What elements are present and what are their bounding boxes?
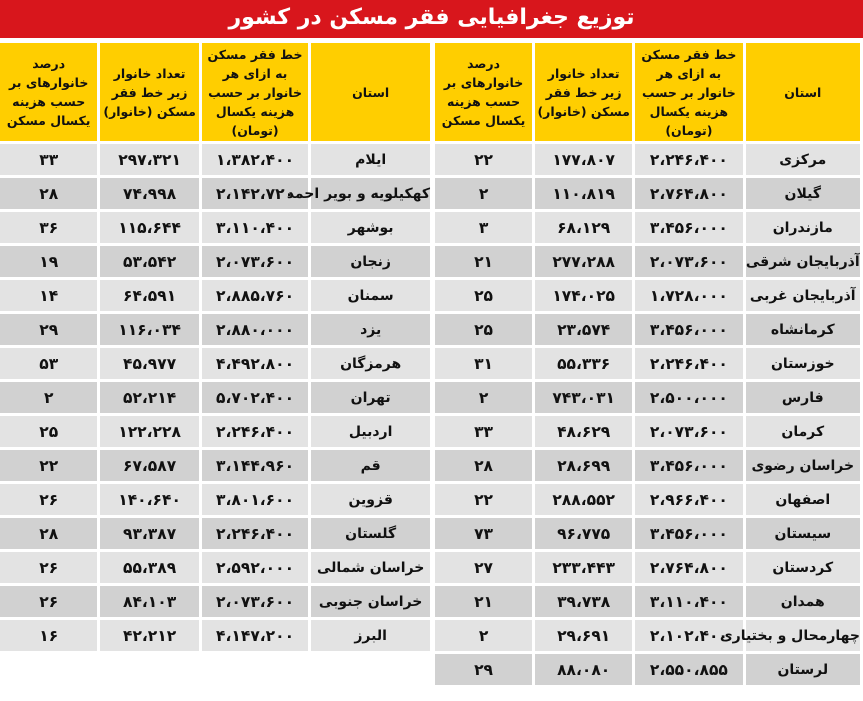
cell-percent: ۲۱ xyxy=(435,246,532,277)
cell-province: گیلان xyxy=(746,178,860,209)
cell-province: کرمان xyxy=(746,416,860,447)
cell-poverty-line: ۲،۲۴۶،۴۰۰ xyxy=(635,144,742,175)
table-row xyxy=(0,552,430,583)
cell-poverty-line: ۳،۴۵۶،۰۰۰ xyxy=(635,450,742,481)
cell-poverty-line: ۴،۴۹۲،۸۰۰ xyxy=(202,348,309,379)
cell-households: ۶۴،۵۹۱ xyxy=(100,280,198,311)
header-poverty-line: خط فقر مسکن به ازای هر خانوار بر حسب هزینه یکسال (تومان) xyxy=(635,43,742,141)
cell-percent: ۷۳ xyxy=(435,518,532,549)
cell-households: ۲۳،۵۷۴ xyxy=(535,314,632,345)
cell-households: ۲۹،۶۹۱ xyxy=(535,620,632,651)
left-table-body xyxy=(0,144,430,651)
cell-households: ۸۴،۱۰۳ xyxy=(100,586,198,617)
table-row xyxy=(0,348,430,379)
cell-poverty-line: ۲،۱۰۲،۴۰۰ xyxy=(635,620,742,651)
cell-percent: ۲۹ xyxy=(0,314,97,345)
cell-poverty-line: ۳،۱۱۰،۴۰۰ xyxy=(202,212,309,243)
cell-percent: ۲۶ xyxy=(0,586,97,617)
cell-households: ۵۵،۳۸۹ xyxy=(100,552,198,583)
cell-province: لرستان xyxy=(746,654,860,685)
cell-poverty-line: ۲،۷۶۴،۸۰۰ xyxy=(635,178,742,209)
cell-province: آذربایجان غربی xyxy=(746,280,860,311)
cell-poverty-line: ۲،۰۷۳،۶۰۰ xyxy=(635,416,742,447)
cell-percent: ۲ xyxy=(435,382,532,413)
cell-province: سمنان xyxy=(311,280,430,311)
cell-poverty-line: ۲،۰۷۳،۶۰۰ xyxy=(635,246,742,277)
table-row xyxy=(435,246,860,277)
table-row xyxy=(435,280,860,311)
cell-province: اردبیل xyxy=(311,416,430,447)
table-header-row xyxy=(435,43,860,141)
cell-province: مرکزی xyxy=(746,144,860,175)
cell-poverty-line: ۲،۸۸۵،۷۶۰ xyxy=(202,280,309,311)
cell-households: ۲۸۸،۵۵۲ xyxy=(535,484,632,515)
cell-households: ۴۲،۲۱۲ xyxy=(100,620,198,651)
cell-percent: ۲۵ xyxy=(435,314,532,345)
cell-households: ۷۴،۹۹۸ xyxy=(100,178,198,209)
header-province: استان xyxy=(746,43,860,141)
cell-poverty-line: ۳،۸۰۱،۶۰۰ xyxy=(202,484,309,515)
cell-households: ۲۹۷،۳۲۱ xyxy=(100,144,198,175)
table-row xyxy=(0,450,430,481)
cell-percent: ۲۵ xyxy=(435,280,532,311)
table-row xyxy=(435,416,860,447)
cell-percent: ۲۲ xyxy=(435,484,532,515)
cell-percent: ۳۶ xyxy=(0,212,97,243)
cell-percent: ۳ xyxy=(435,212,532,243)
table-row xyxy=(0,518,430,549)
cell-province: بوشهر xyxy=(311,212,430,243)
cell-province: تهران xyxy=(311,382,430,413)
cell-province: سیستان xyxy=(746,518,860,549)
cell-province: کرمانشاه xyxy=(746,314,860,345)
cell-province: خراسان جنوبی xyxy=(311,586,430,617)
cell-poverty-line: ۲،۲۴۶،۴۰۰ xyxy=(202,416,309,447)
cell-province: خراسان رضوی xyxy=(746,450,860,481)
cell-households: ۲۷۷،۲۸۸ xyxy=(535,246,632,277)
cell-poverty-line: ۲،۷۶۴،۸۰۰ xyxy=(635,552,742,583)
cell-percent: ۲۲ xyxy=(435,144,532,175)
cell-households: ۵۲،۲۱۴ xyxy=(100,382,198,413)
cell-province: ایلام xyxy=(311,144,430,175)
table-row xyxy=(0,586,430,617)
table-row xyxy=(435,348,860,379)
cell-province: البرز xyxy=(311,620,430,651)
cell-poverty-line: ۲،۰۷۳،۶۰۰ xyxy=(202,586,309,617)
cell-households: ۸۸،۰۸۰ xyxy=(535,654,632,685)
table-row xyxy=(0,246,430,277)
left-table xyxy=(0,40,433,654)
header-households: تعداد خانوار زیر خط فقر مسکن (خانوار) xyxy=(100,43,198,141)
cell-households: ۲۸،۶۹۹ xyxy=(535,450,632,481)
cell-poverty-line: ۱،۷۲۸،۰۰۰ xyxy=(635,280,742,311)
table-row xyxy=(0,178,430,209)
table-row xyxy=(435,450,860,481)
cell-households: ۹۳،۳۸۷ xyxy=(100,518,198,549)
table-row xyxy=(435,178,860,209)
cell-households: ۴۸،۶۲۹ xyxy=(535,416,632,447)
cell-households: ۱۷۷،۸۰۷ xyxy=(535,144,632,175)
right-table-body xyxy=(435,144,860,685)
cell-poverty-line: ۲،۵۹۲،۰۰۰ xyxy=(202,552,309,583)
table-row xyxy=(0,416,430,447)
table-row xyxy=(0,620,430,651)
cell-households: ۲۳۳،۴۴۳ xyxy=(535,552,632,583)
cell-percent: ۲۸ xyxy=(435,450,532,481)
table-row xyxy=(435,654,860,685)
cell-province: زنجان xyxy=(311,246,430,277)
cell-province: هرمزگان xyxy=(311,348,430,379)
cell-households: ۱۲۲،۲۲۸ xyxy=(100,416,198,447)
table-row xyxy=(0,212,430,243)
cell-province: کردستان xyxy=(746,552,860,583)
cell-percent: ۳۳ xyxy=(435,416,532,447)
cell-households: ۱۱۰،۸۱۹ xyxy=(535,178,632,209)
cell-poverty-line: ۲،۵۰۰،۰۰۰ xyxy=(635,382,742,413)
cell-poverty-line: ۳،۱۴۴،۹۶۰ xyxy=(202,450,309,481)
table-row xyxy=(435,620,860,651)
cell-households: ۵۵،۳۳۶ xyxy=(535,348,632,379)
header-percent: درصد خانوارهای بر حسب هزینه یکسال مسکن xyxy=(435,43,532,141)
table-row xyxy=(435,586,860,617)
cell-percent: ۵۳ xyxy=(0,348,97,379)
cell-poverty-line: ۲،۰۷۳،۶۰۰ xyxy=(202,246,309,277)
cell-percent: ۲ xyxy=(435,178,532,209)
table-header-row xyxy=(0,43,430,141)
cell-households: ۹۶،۷۷۵ xyxy=(535,518,632,549)
header-poverty-line: خط فقر مسکن به ازای هر خانوار بر حسب هزینه یکسال (تومان) xyxy=(202,43,309,141)
cell-percent: ۲۸ xyxy=(0,518,97,549)
cell-province: چهارمحال و بختیاری xyxy=(746,620,860,651)
cell-poverty-line: ۲،۵۵۰،۸۵۵ xyxy=(635,654,742,685)
table-row xyxy=(435,552,860,583)
cell-percent: ۲ xyxy=(0,382,97,413)
header-percent: درصد خانوارهای بر حسب هزینه یکسال مسکن xyxy=(0,43,97,141)
cell-households: ۱۱۶،۰۳۴ xyxy=(100,314,198,345)
cell-poverty-line: ۲،۲۴۶،۴۰۰ xyxy=(202,518,309,549)
cell-province: قم xyxy=(311,450,430,481)
cell-percent: ۳۱ xyxy=(435,348,532,379)
cell-households: ۱۴۰،۶۴۰ xyxy=(100,484,198,515)
cell-poverty-line: ۴،۱۴۷،۲۰۰ xyxy=(202,620,309,651)
cell-percent: ۲۱ xyxy=(435,586,532,617)
cell-households: ۴۵،۹۷۷ xyxy=(100,348,198,379)
cell-province: کهکیلویه و بویر احمد xyxy=(311,178,430,209)
cell-province: خوزستان xyxy=(746,348,860,379)
table-row xyxy=(435,484,860,515)
cell-households: ۶۷،۵۸۷ xyxy=(100,450,198,481)
table-row xyxy=(0,314,430,345)
cell-percent: ۲۲ xyxy=(0,450,97,481)
table-row xyxy=(0,144,430,175)
cell-poverty-line: ۵،۷۰۲،۴۰۰ xyxy=(202,382,309,413)
cell-households: ۵۳،۵۴۲ xyxy=(100,246,198,277)
cell-province: مازندران xyxy=(746,212,860,243)
cell-households: ۶۸،۱۲۹ xyxy=(535,212,632,243)
cell-poverty-line: ۲،۱۴۲،۷۲۰ xyxy=(202,178,309,209)
cell-poverty-line: ۱،۳۸۲،۴۰۰ xyxy=(202,144,309,175)
cell-percent: ۲۶ xyxy=(0,484,97,515)
header-households: تعداد خانوار زیر خط فقر مسکن (خانوار) xyxy=(535,43,632,141)
cell-poverty-line: ۲،۲۴۶،۴۰۰ xyxy=(635,348,742,379)
cell-poverty-line: ۳،۱۱۰،۴۰۰ xyxy=(635,586,742,617)
cell-percent: ۲۷ xyxy=(435,552,532,583)
cell-percent: ۱۶ xyxy=(0,620,97,651)
cell-percent: ۲۹ xyxy=(435,654,532,685)
cell-percent: ۲۶ xyxy=(0,552,97,583)
table-row xyxy=(0,382,430,413)
header-province: استان xyxy=(311,43,430,141)
cell-poverty-line: ۳،۴۵۶،۰۰۰ xyxy=(635,212,742,243)
cell-province: فارس xyxy=(746,382,860,413)
cell-percent: ۲۸ xyxy=(0,178,97,209)
cell-poverty-line: ۲،۸۸۰،۰۰۰ xyxy=(202,314,309,345)
cell-poverty-line: ۳،۴۵۶،۰۰۰ xyxy=(635,314,742,345)
cell-percent: ۱۹ xyxy=(0,246,97,277)
table-row xyxy=(435,382,860,413)
table-row xyxy=(435,144,860,175)
table-row xyxy=(0,280,430,311)
page-title: توزیع جغرافیایی فقر مسکن در کشور xyxy=(0,0,863,38)
right-table xyxy=(432,40,863,688)
cell-households: ۱۱۵،۶۴۴ xyxy=(100,212,198,243)
cell-province: خراسان شمالی xyxy=(311,552,430,583)
cell-province: گلستان xyxy=(311,518,430,549)
cell-households: ۳۹،۷۳۸ xyxy=(535,586,632,617)
cell-poverty-line: ۳،۴۵۶،۰۰۰ xyxy=(635,518,742,549)
table-row xyxy=(435,212,860,243)
cell-province: قزوین xyxy=(311,484,430,515)
cell-households: ۱۷۴،۰۲۵ xyxy=(535,280,632,311)
table-row xyxy=(435,314,860,345)
table-row xyxy=(435,518,860,549)
cell-province: آذربایجان شرقی xyxy=(746,246,860,277)
cell-percent: ۳۳ xyxy=(0,144,97,175)
cell-province: یزد xyxy=(311,314,430,345)
cell-percent: ۲ xyxy=(435,620,532,651)
cell-province: اصفهان xyxy=(746,484,860,515)
cell-percent: ۲۵ xyxy=(0,416,97,447)
cell-poverty-line: ۲،۹۶۶،۴۰۰ xyxy=(635,484,742,515)
cell-households: ۷۴۳،۰۳۱ xyxy=(535,382,632,413)
table-row xyxy=(0,484,430,515)
cell-percent: ۱۴ xyxy=(0,280,97,311)
cell-province: همدان xyxy=(746,586,860,617)
